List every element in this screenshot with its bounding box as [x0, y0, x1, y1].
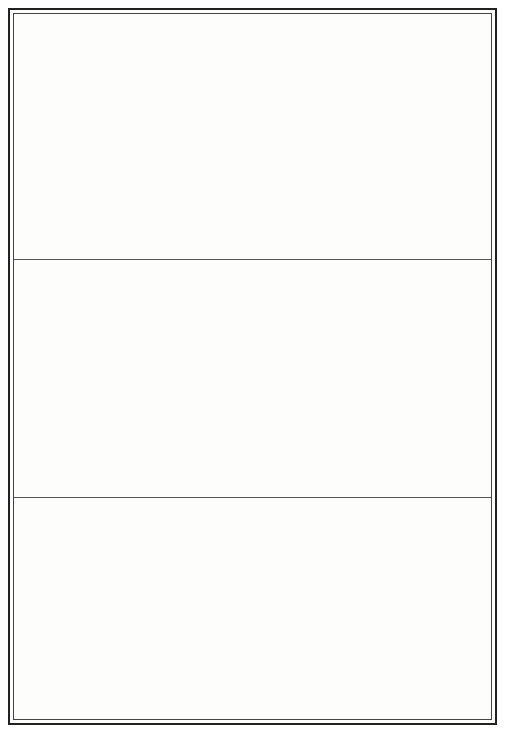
divider-bottom: [14, 497, 491, 498]
bottom-section: [14, 502, 491, 720]
middle-section: [14, 264, 491, 492]
divider-top: [14, 259, 491, 260]
top-section: [14, 20, 491, 256]
page-frame: [13, 13, 492, 720]
scripture-page: [8, 8, 497, 725]
